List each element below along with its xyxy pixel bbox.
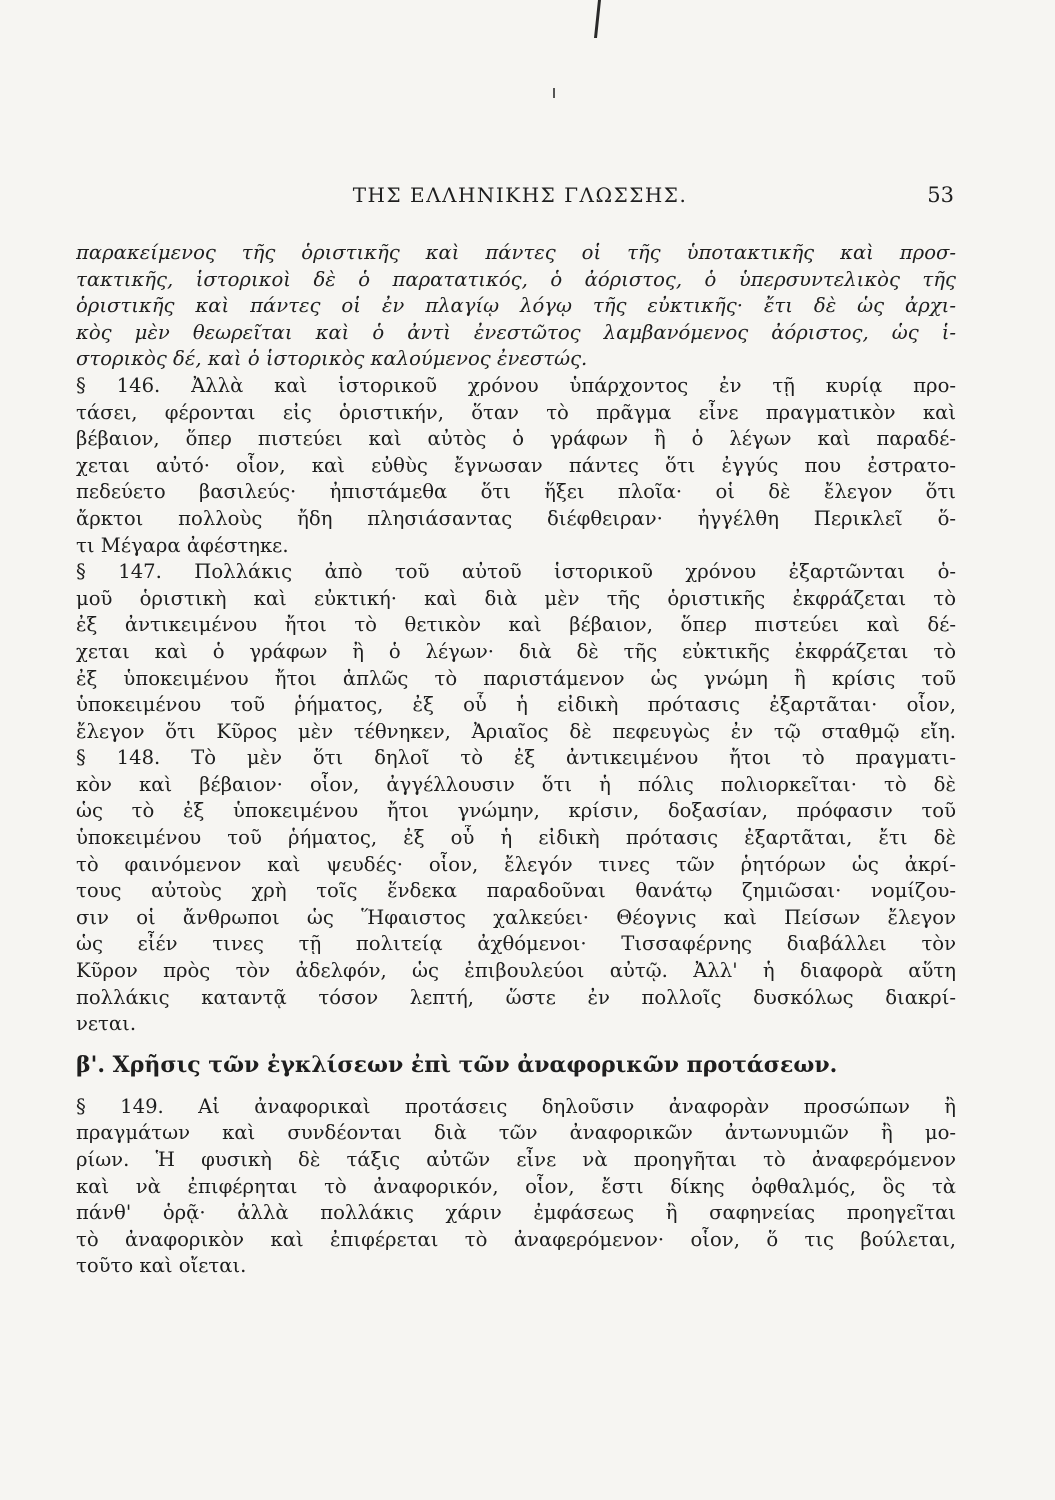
text-line: σιν οἱ ἄνθρωποι ὡς Ἥφαιστος χαλκεύει· Θέογνις καὶ Πείσων ἔλεγον [76, 905, 956, 929]
text-line: πεδεύετο βασιλεύς· ἠπιστάμεθα ὅτι ἥξει πλοῖα· οἱ δὲ ἔλεγον ὅτι [76, 480, 956, 504]
text-line: ἄρκτοι πολλοὺς ἤδη πλησιάσαντας διέφθειραν· ἠγγέλθη Περικλεῖ ὅ- [76, 506, 956, 530]
text-line: ἔλεγον ὅτι Κῦρος μὲν τέθνηκεν, Ἀριαῖος δὲ πεφευγὼς ἐν τῷ σταθμῷ εἴη. [76, 719, 956, 743]
text-line: τι Μέγαρα ἀφέστηκε. [76, 533, 289, 557]
text-line: τὸ ἀναφορικὸν καὶ ἐπιφέρεται τὸ ἀναφερόμενον· οἷον, ὅ τις βούλεται, [76, 1227, 956, 1251]
text-line: κὸς μὲν θεωρεῖται καὶ ὁ ἀντὶ ἐνεστῶτος λαμβανόμενος ἀόριστος, ὡς ἱ- [76, 320, 956, 344]
text-line: τοῦτο καὶ οἴεται. [76, 1254, 247, 1278]
text-line: πραγμάτων καὶ συνδέονται διὰ τῶν ἀναφορικῶν ἀντωνυμιῶν ἢ μο- [76, 1121, 956, 1145]
text-line: ρίων. Ἡ φυσικὴ δὲ τάξις αὐτῶν εἶνε νὰ προηγῆται τὸ ἀναφερόμενον [76, 1148, 956, 1171]
text-line: πολλάκις καταντᾷ τόσον λεπτή, ὥστε ἐν πολλοῖς δυσκόλως διακρί- [76, 985, 956, 1009]
text-line: τους αὐτοὺς χρὴ τοῖς ἕνδεκα παραδοῦναι θανάτῳ ζημιῶσαι· νομίζου- [76, 879, 956, 903]
text-line: χεται αὐτό· οἷον, καὶ εὐθὺς ἔγνωσαν πάντες ὅτι ἐγγύς που ἐστρατο- [76, 453, 956, 477]
text-line: τακτικῆς, ἱστορικοὶ δὲ ὁ παρατατικός, ὁ ἀόριστος, ὁ ὑπερσυντελικὸς τῆς [76, 267, 956, 291]
page-number: 53 [927, 183, 954, 207]
body-text [76, 240, 956, 1280]
text-line: μοῦ ὁριστικὴ καὶ εὐκτική· καὶ διὰ μὲν τῆς ὁριστικῆς ἐκφράζεται τὸ [76, 586, 956, 610]
text-line: παρακείμενος τῆς ὁριστικῆς καὶ πάντες οἱ τῆς ὑποτακτικῆς καὶ προσ- [76, 241, 956, 264]
page-header [80, 183, 960, 213]
paragraph-149 [76, 1094, 956, 1280]
text-line: νεται. [76, 1012, 137, 1036]
text-line: βέβαιον, ὅπερ πιστεύει καὶ αὐτὸς ὁ γράφων ἢ ὁ λέγων καὶ παραδέ- [76, 427, 956, 451]
text-line: Κῦρον πρὸς τὸν ἀδελφόν, ὡς ἐπιβουλεύοι αὐτῷ. Ἀλλ' ἡ διαφορὰ αὕτη [76, 959, 956, 983]
text-line: καὶ νὰ ἐπιφέρηται τὸ ἀναφορικόν, οἷον, ἔστι δίκης ὀφθαλμός, ὃς τὰ [76, 1174, 956, 1198]
text-line: στορικὸς δέ, καὶ ὁ ἱστορικὸς καλούμενος ἐνεστώς. [76, 347, 588, 371]
page-edge-mark [594, 0, 601, 38]
running-title: ΤΗΣ ΕΛΛΗΝΙΚΗΣ ΓΛΩΣΣΗΣ. [352, 183, 688, 207]
text-line: § 149. Αἱ ἀναφορικαὶ προτάσεις δηλοῦσιν ἀναφορὰν προσώπων ἢ [76, 1094, 956, 1118]
text-line: ὁριστικῆς καὶ πάντες οἱ ἐν πλαγίῳ λόγῳ τῆς εὐκτικῆς· ἔτι δὲ ὡς ἀρχι- [76, 294, 956, 318]
text-line: ὡς εἶέν τινες τῇ πολιτείᾳ ἀχθόμενοι· Τισσαφέρνης διαβάλλει τὸν [76, 932, 956, 956]
text-line: ἐξ ἀντικειμένου ἤτοι τὸ θετικὸν καὶ βέβαιον, ὅπερ πιστεύει καὶ δέ- [76, 613, 956, 637]
page-edge-dot [553, 88, 555, 98]
text-line: ὑποκειμένου τοῦ ῥήματος, ἐξ οὗ ἡ εἰδικὴ πρότασις ἐξαρτᾶται, ἔτι δὲ [76, 826, 956, 850]
text-line: § 148. Τὸ μὲν ὅτι δηλοῖ τὸ ἐξ ἀντικειμένου ἤτοι τὸ πραγματι- [76, 746, 956, 770]
section-heading: β'. Χρῆσις τῶν ἐγκλίσεων ἐπὶ τῶν ἀναφορικῶν προτάσεων. [76, 1051, 838, 1078]
paragraph-continuation [76, 240, 956, 373]
text-line: § 146. Ἀλλὰ καὶ ἱστορικοῦ χρόνου ὑπάρχοντος ἐν τῇ κυρίᾳ προ- [76, 373, 956, 397]
paragraph-148 [76, 745, 956, 1038]
text-line: ἐξ ὑποκειμένου ἤτοι ἁπλῶς τὸ παριστάμενον ὡς γνώμη ἢ κρίσις τοῦ [76, 666, 956, 690]
text-line: χεται καὶ ὁ γράφων ἢ ὁ λέγων· διὰ δὲ τῆς εὐκτικῆς ἐκφράζεται τὸ [76, 639, 956, 663]
paragraph-147 [76, 559, 956, 745]
text-line: τάσει, φέρονται εἰς ὁριστικήν, ὅταν τὸ πρᾶγμα εἶνε πραγματικὸν καὶ [76, 400, 956, 424]
text-line: ὡς τὸ ἐξ ὑποκειμένου ἤτοι γνώμην, κρίσιν, δοξασίαν, πρόφασιν τοῦ [76, 799, 956, 823]
text-line: κὸν καὶ βέβαιον· οἷον, ἀγγέλλουσιν ὅτι ἡ πόλις πολιορκεῖται· τὸ δὲ [76, 772, 956, 796]
text-line: πάνθ' ὁρᾷ· ἀλλὰ πολλάκις χάριν ἐμφάσεως ἢ σαφηνείας προηγεῖται [76, 1201, 956, 1225]
paragraph-146 [76, 373, 956, 559]
text-line: τὸ φαινόμενον καὶ ψευδές· οἷον, ἔλεγόν τινες τῶν ῥητόρων ὡς ἀκρί- [76, 852, 956, 876]
text-line: § 147. Πολλάκις ἀπὸ τοῦ αὐτοῦ ἱστορικοῦ χρόνου ἐξαρτῶνται ὁ- [76, 560, 956, 584]
text-line: ὑποκειμένου τοῦ ῥήματος, ἐξ οὗ ἡ εἰδικὴ πρότασις ἐξαρτᾶται· οἷον, [76, 693, 956, 717]
